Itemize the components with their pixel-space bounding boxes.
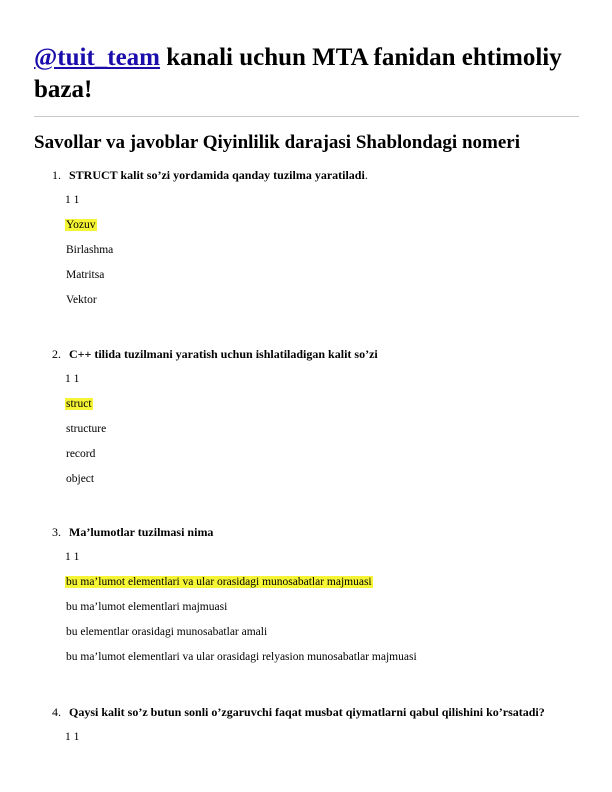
question-number: 2. [52,347,61,361]
answer-option: Vektor [66,294,97,306]
answer-options [65,397,582,487]
section-subtitle: Savollar va javoblar Qiyinlilik darajasi Shablondagi nomeri [34,132,520,153]
answer-options [65,575,582,665]
question-2 [52,347,582,487]
answer-option: record [66,448,96,460]
answer-option: bu ma’lumot elementlari va ular orasidagi relyasion munosabatlar majmuasi [66,651,417,663]
question-3 [52,525,582,665]
answer-option: structure [66,423,107,435]
divider [34,116,579,117]
answer-option-correct: bu ma’lumot elementlari va ular orasidagi munosabatlar majmuasi [66,576,372,588]
question-1 [52,168,582,308]
question-meta: 1 1 [65,194,80,206]
question-meta: 1 1 [65,731,80,743]
channel-link[interactable]: @tuit_team [34,44,161,71]
question-header [52,168,582,183]
question-text: C++ tilida tuzilmani yaratish uchun ishlatiladigan kalit so’zi [69,347,378,361]
answer-option: Matritsa [66,269,105,281]
question-number: 4. [52,705,61,719]
title-text: kanali uchun MTA fanidan ehtimoliy baza! [34,44,562,103]
question-4 [52,705,582,745]
question-header [52,705,582,720]
question-number: 1. [52,168,61,182]
question-text: Qaysi kalit so’z butun sonli o’zgaruvchi faqat musbat qiymatlarni qabul qilishini ko’rsatadi? [69,705,545,719]
answer-option-correct: struct [66,398,92,410]
question-text: STRUCT kalit so’zi yordamida qanday tuzilma yaratiladi [69,168,365,182]
page-title [34,42,579,106]
question-meta: 1 1 [65,373,80,385]
question-header [52,525,582,540]
answer-option: bu elementlar orasidagi munosabatlar amali [66,626,268,638]
answer-option: object [66,473,95,485]
answer-option: bu ma’lumot elementlari majmuasi [66,601,228,613]
question-suffix: . [364,168,368,182]
answer-options [65,218,582,308]
answer-option-correct: Yozuv [66,219,96,231]
question-number: 3. [52,525,61,539]
question-header [52,347,582,362]
question-meta: 1 1 [65,551,80,563]
question-text: Ma’lumotlar tuzilmasi nima [69,525,214,539]
answer-option: Birlashma [66,244,114,256]
